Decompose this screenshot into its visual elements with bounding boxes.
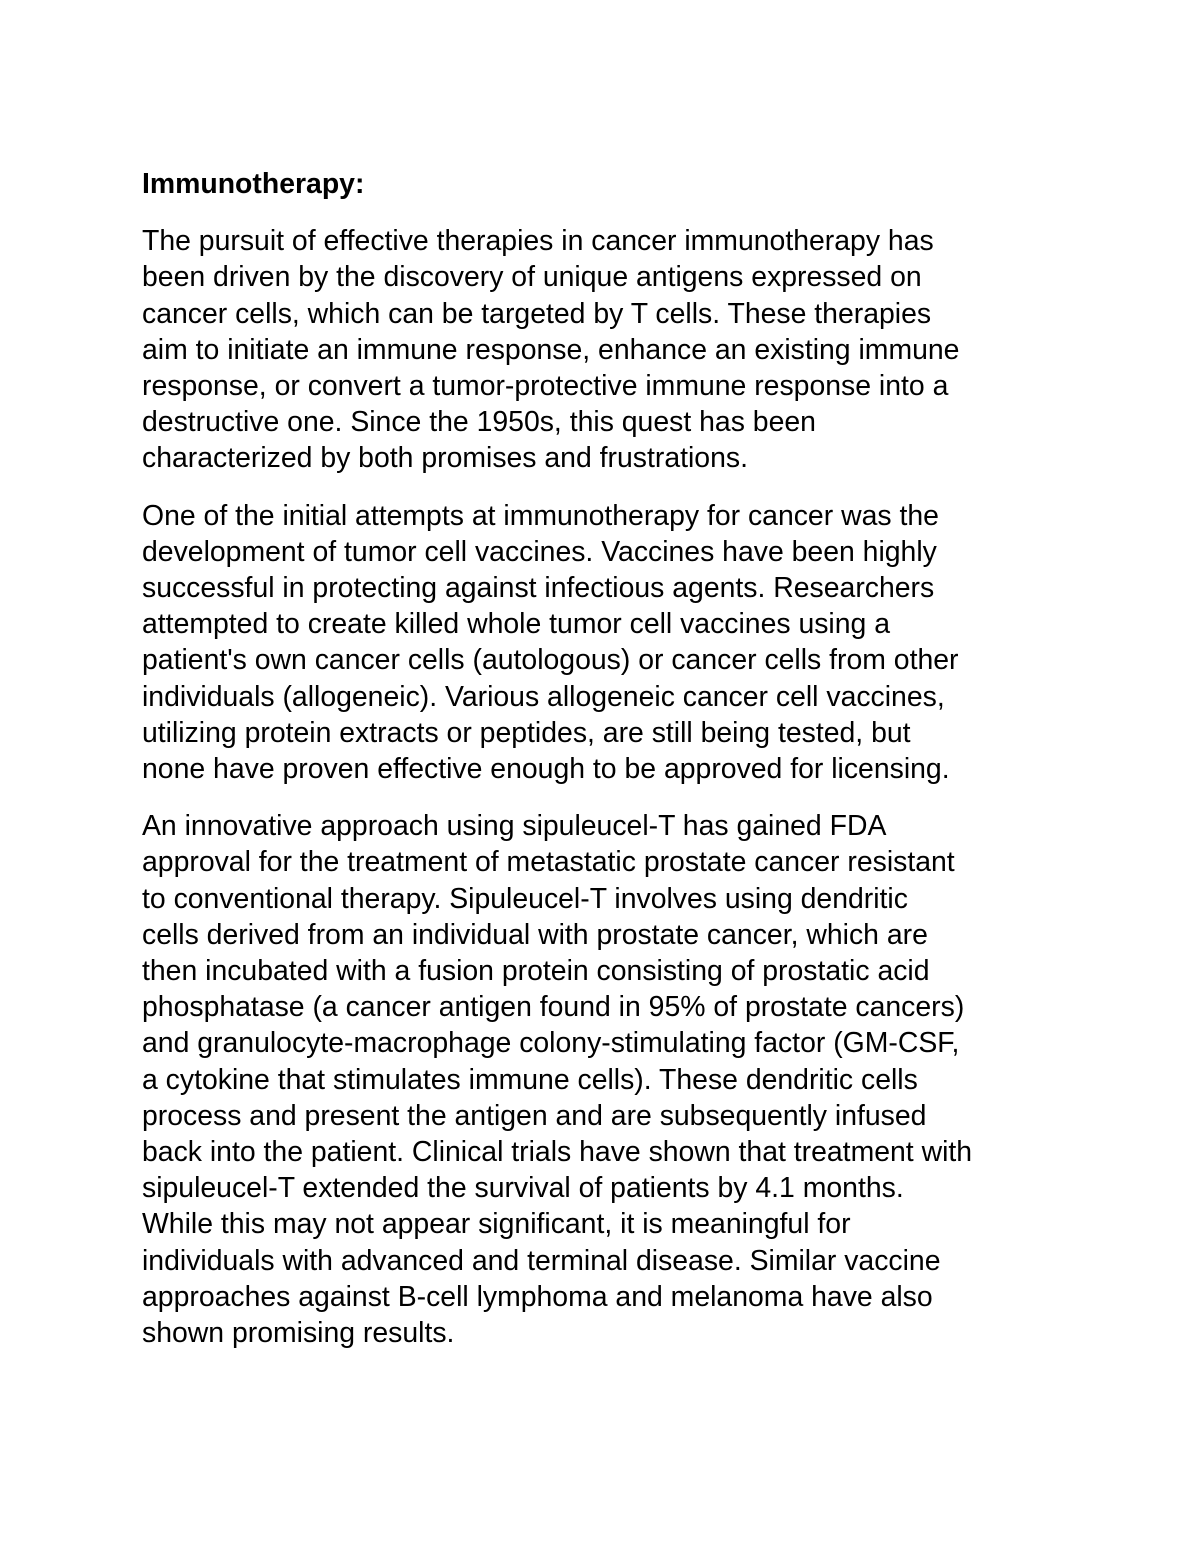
paragraph-line: approaches against B-cell lymphoma and melanoma have also [142,1280,933,1313]
document-body [142,166,1067,1372]
paragraph-line: While this may not appear significant, it is meaningful for [142,1208,851,1241]
paragraph-1 [142,223,1067,476]
paragraph-line: cancer cells, which can be targeted by T cells. These therapies [142,297,932,330]
paragraph-line: successful in protecting against infectious agents. Researchers [142,572,935,605]
paragraph-2 [142,498,1067,788]
paragraph-line: to conventional therapy. Sipuleucel-T involves using dendritic [142,882,908,915]
paragraph-line: The pursuit of effective therapies in cancer immunotherapy has [142,225,934,258]
paragraph-line: shown promising results. [142,1317,455,1350]
paragraph-line: response, or convert a tumor-protective immune response into a [142,370,949,403]
paragraph-3 [142,808,1067,1351]
paragraph-line: back into the patient. Clinical trials have shown that treatment with [142,1136,973,1169]
paragraph-line: development of tumor cell vaccines. Vaccines have been highly [142,535,937,568]
paragraph-line: patient's own cancer cells (autologous) or cancer cells from other [142,644,959,677]
paragraph-line: phosphatase (a cancer antigen found in 95% of prostate cancers) [142,991,965,1024]
paragraph-line: process and present the antigen and are subsequently infused [142,1099,927,1132]
paragraph-line: been driven by the discovery of unique antigens expressed on [142,261,922,294]
paragraph-line: aim to initiate an immune response, enhance an existing immune [142,333,960,366]
section-heading: Immunotherapy: [142,168,365,200]
paragraph-line: characterized by both promises and frustrations. [142,442,748,475]
paragraph-line: attempted to create killed whole tumor cell vaccines using a [142,608,890,641]
paragraph-line: An innovative approach using sipuleucel-T has gained FDA [142,810,887,843]
paragraph-line: individuals with advanced and terminal disease. Similar vaccine [142,1244,941,1277]
paragraph-line: sipuleucel-T extended the survival of patients by 4.1 months. [142,1172,904,1205]
paragraph-line: One of the initial attempts at immunotherapy for cancer was the [142,499,939,532]
paragraph-line: utilizing protein extracts or peptides, are still being tested, but [142,716,911,749]
paragraph-line: a cytokine that stimulates immune cells). These dendritic cells [142,1063,918,1096]
paragraph-line: and granulocyte-macrophage colony-stimulating factor (GM-CSF, [142,1027,960,1060]
paragraph-line: individuals (allogeneic). Various allogeneic cancer cell vaccines, [142,680,945,713]
paragraph-line: approval for the treatment of metastatic prostate cancer resistant [142,846,955,879]
paragraph-line: none have proven effective enough to be approved for licensing. [142,753,950,786]
paragraph-line: cells derived from an individual with prostate cancer, which are [142,918,928,951]
paragraph-line: destructive one. Since the 1950s, this quest has been [142,406,816,439]
paragraph-line: then incubated with a fusion protein consisting of prostatic acid [142,955,930,988]
